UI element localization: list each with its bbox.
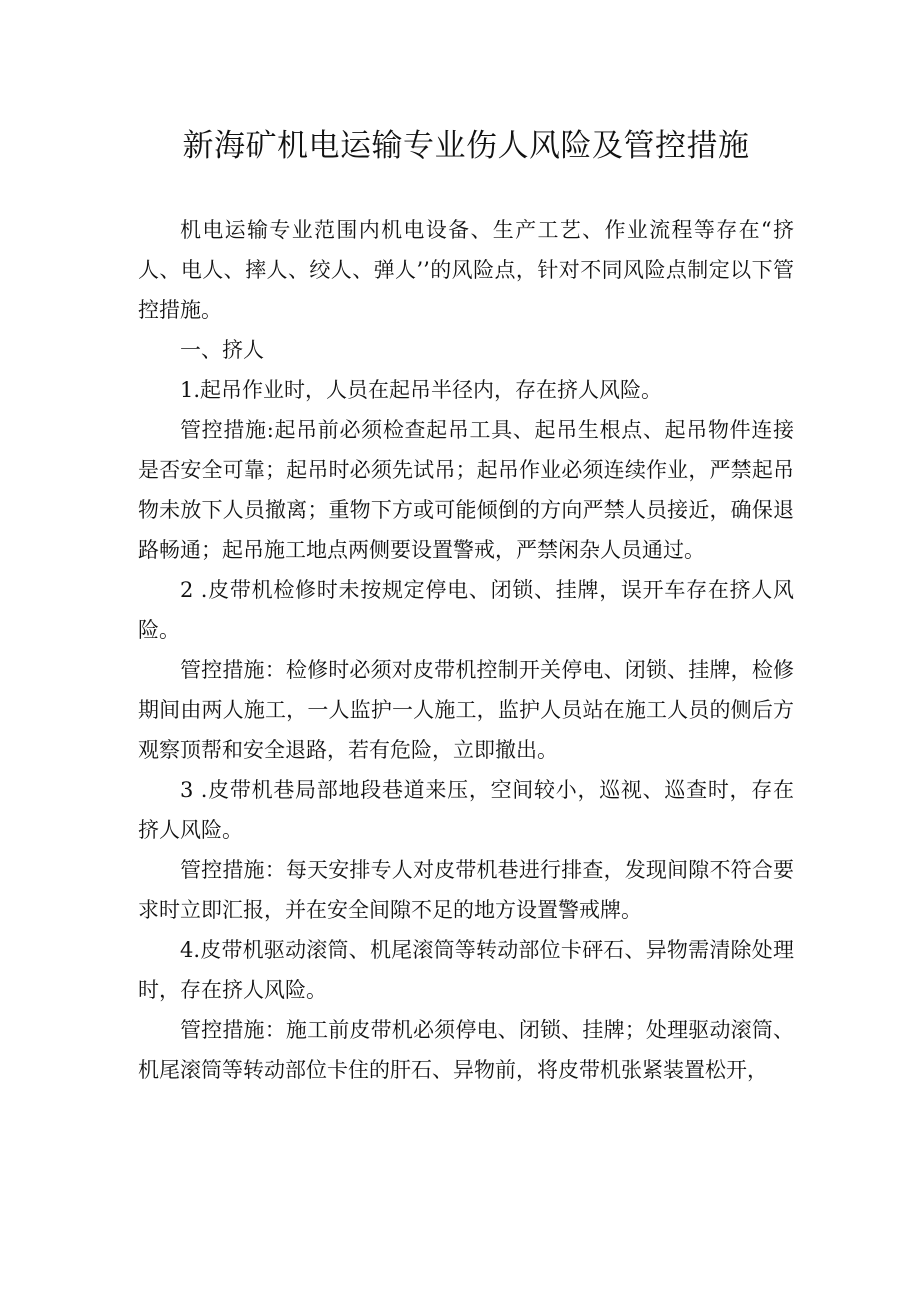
control-measure-4: 管控措施：施工前皮带机必须停电、闭锁、挂牌；处理驱动滚筒、机尾滚筒等转动部位卡住的肝石、异物前，将皮带机张紧装置松开，: [138, 1018, 794, 1082]
document-body: [138, 210, 794, 1090]
control-measure-1: 管控措施:起吊前必须检查起吊工具、起吊生根点、起吊物件连接是否安全可靠；起吊时必须先试吊；起吊作业必须连续作业，严禁起吊物未放下人员撤离；重物下方或可能倾倒的方向严禁人员接近，确保退路畅通；起吊施工地点两侧要设置警戒，严禁闲杂人员通过。: [138, 418, 794, 562]
control-measure-2: 管控措施：检修时必须对皮带机控制开关停电、闭锁、挂牌，检修期间由两人施工，一人监护一人施工，监护人员站在施工人员的侧后方观察顶帮和安全退路，若有危险，立即撤出。: [138, 658, 794, 762]
risk-item-1: 1.起吊作业时，人员在起吊半径内，存在挤人风险。: [180, 378, 663, 402]
risk-item-3: 3 .皮带机巷局部地段巷道来压，空间较小，巡视、巡查时，存在挤人风险。: [138, 778, 794, 842]
risk-item-4: 4.皮带机驱动滚筒、机尾滚筒等转动部位卡砰石、异物需清除处理时，存在挤人风险。: [138, 938, 794, 1002]
control-measure-3: 管控措施：每天安排专人对皮带机巷进行排查，发现间隙不符合要求时立即汇报，并在安全间隙不足的地方设置警戒牌。: [138, 858, 794, 922]
risk-item-2: 2 .皮带机检修时未按规定停电、闭锁、挂牌，误开车存在挤人风险。: [138, 578, 794, 642]
document-title: 新海矿机电运输专业伤人风险及管控措施: [182, 128, 750, 164]
section-heading-squeeze: 一、挤人: [180, 338, 264, 362]
intro-paragraph: 机电运输专业范围内机电设备、生产工艺、作业流程等存在“挤人、电人、摔人、绞人、弹人’’的风险点，针对不同风险点制定以下管控措施。: [138, 218, 794, 322]
